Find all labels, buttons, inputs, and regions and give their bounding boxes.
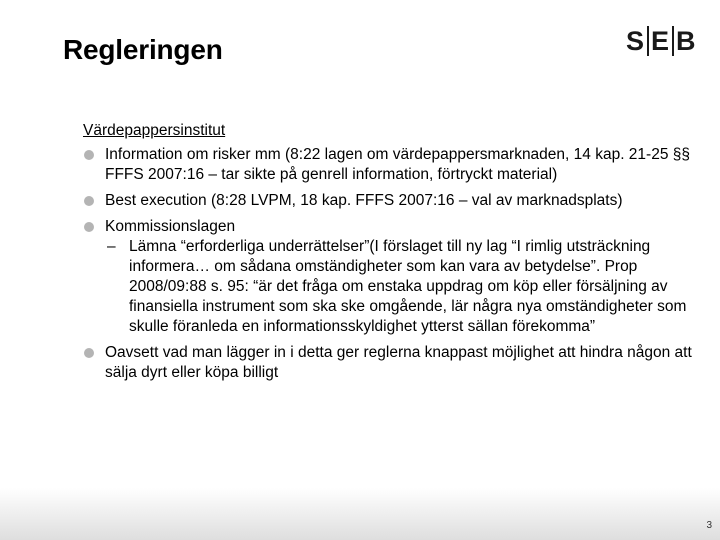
sub-bullet-item xyxy=(105,237,693,337)
footer-band xyxy=(0,488,720,540)
sub-bullet-text: Lämna “erforderliga underrättelser”(I förslaget till ny lag “I rimlig utsträckning informera… om sådana omständigheter som kan vara av betydelse”. Prop 2008/09:88 s. 95: “är det fråga om enstaka uppdrag om köp eller försäljning av finansiella instrument som ska ske omgående, lär några nya omständigheter som skulle föranleda en informationsskyldighet ytterst sällan förekomma” xyxy=(129,238,687,335)
bullet-item xyxy=(83,343,693,383)
logo-divider xyxy=(647,26,649,56)
dash-marker: – xyxy=(107,238,116,255)
bullet-text: Oavsett vad man lägger in i detta ger reglerna knappast möjlighet att hindra någon att sälja dyrt eller köpa billigt xyxy=(105,344,692,381)
bullet-text: Best execution (8:28 LVPM, 18 kap. FFFS 2007:16 – val av marknadsplats) xyxy=(105,192,623,209)
bullet-item xyxy=(83,217,693,337)
page-number: 3 xyxy=(706,520,712,531)
logo-letter-e: E xyxy=(651,25,671,56)
bullet-dot-icon xyxy=(84,222,94,232)
slide-body xyxy=(83,121,693,389)
slide-title: Regleringen xyxy=(63,34,223,65)
section-heading: Värdepappersinstitut xyxy=(83,122,226,139)
bullet-item xyxy=(83,191,693,211)
logo-letter-s: S xyxy=(626,25,646,56)
bullet-text: Kommissionslagen xyxy=(105,218,236,235)
bullet-dot-icon xyxy=(84,348,94,358)
bullet-item xyxy=(83,145,693,185)
logo-divider xyxy=(672,26,674,56)
seb-logo xyxy=(626,26,697,56)
bullet-dot-icon xyxy=(84,150,94,160)
bullet-dot-icon xyxy=(84,196,94,206)
bullet-text: Information om risker mm (8:22 lagen om värdepappersmarknaden, 14 kap. 21-25 §§ FFFS 2007:16 – tar sikte på genrell information, förtryckt material) xyxy=(105,146,690,183)
logo-letter-b: B xyxy=(676,25,697,56)
